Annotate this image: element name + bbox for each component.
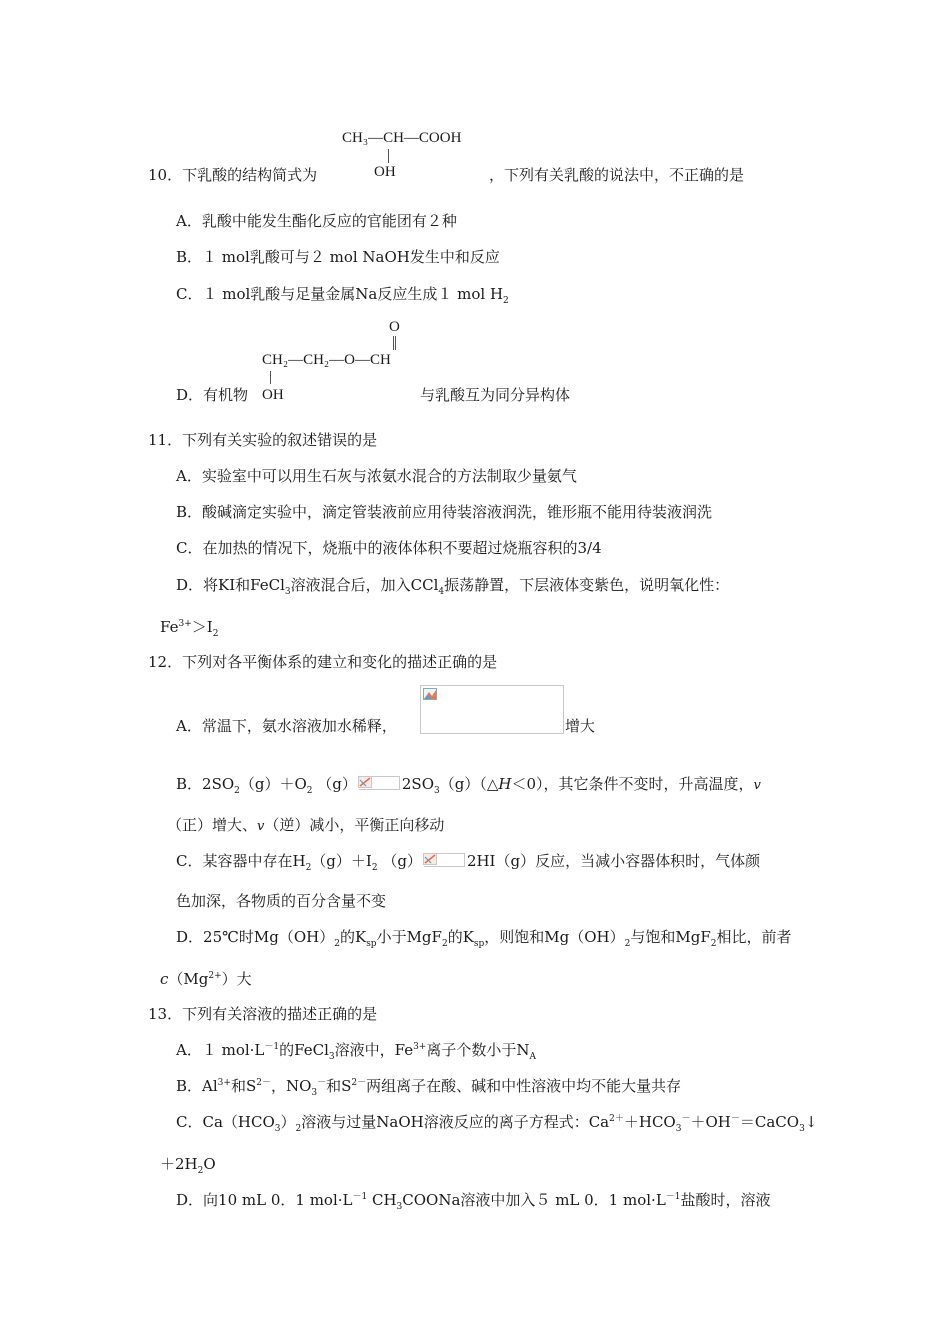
q10-stem: 10．下乳酸的结构简式为 [148, 166, 318, 184]
q12-option-d: D．25℃时$Mg(OH)_2$的$K_{sp}$小于MgF$_2$的$K_{sp}$，则饱和$Mg(OH)_2$与饱和MgF$_2$相比，前者 [176, 928, 792, 949]
structure-bond-line [388, 149, 389, 163]
q11-option-d-cont: $Fe^{3+}>I_2$ [160, 618, 219, 639]
q11-option-b: B．酸碱滴定实验中，滴定管装液前应用待装溶液润洗，锥形瓶不能用待装液润洗 [176, 503, 713, 521]
equilibrium-arrow-icon [424, 853, 465, 867]
q10-stem-tail: ，下列有关乳酸的说法中，不正确的是 [489, 166, 745, 184]
q12-option-a: A．常温下，氨水溶液加水稀释， [176, 717, 397, 735]
q13-option-a: A．１ $mol\cdot L^{-1}$的FeCl$_3$溶液中，$Fe^{3+}$离子个数小于$N_A$ [176, 1041, 536, 1062]
lactic-acid-structure-top: CH₃—CH—COOH [342, 130, 462, 146]
q12-option-c: C．某容器中存在$H_2(g)+I_2$ （g） 2HI（g）反应，当减小容器体积时，气体颜 [176, 852, 761, 873]
q10-option-b: B．１ mol乳酸可与２ mol NaOH发生中和反应 [176, 248, 500, 266]
broken-image-icon [423, 688, 437, 700]
q13-stem: 13．下列有关溶液的描述正确的是 [148, 1005, 378, 1023]
q10-option-c: C．１ mol乳酸与足量金属Na反应生成１ mol $H_2$ [176, 285, 509, 306]
broken-image-placeholder [420, 685, 564, 734]
equilibrium-arrow-icon [359, 776, 400, 790]
q13-option-c-cont: $+2H_2O$ [160, 1155, 216, 1176]
q10-option-a: A．乳酸中能发生酯化反应的官能团有２种 [176, 212, 457, 230]
q10-option-d-tail: 与乳酸互为同分异构体 [420, 386, 571, 404]
q13-option-b: B．$Al^{3+}$和$S^{2-}$，$NO_3^-$和$S^{2-}$两组离子在酸、碱和中性溶液中均不能大量共存 [176, 1077, 682, 1098]
q12-option-d-cont: $c(Mg^{2+})$大 [160, 970, 252, 988]
q13-option-c: C．$Ca(HCO_3)_2$溶液与过量NaOH溶液反应的离子方程式：$Ca^{2+}+HCO_3^-+OH^-=CaCO_3↓$ [176, 1113, 818, 1134]
q13-option-d: D．向10 mL 0．1 $mol\cdot L^{-1}$ $CH_3COONa$溶液中加入５ mL 0．1 $mol\cdot L^{-1}$盐酸时，溶液 [176, 1191, 771, 1212]
isomer-structure-o: O [389, 319, 400, 335]
lactic-acid-structure-oh: OH [374, 164, 396, 180]
isomer-bond-line [270, 371, 271, 384]
q12-stem: 12．下列对各平衡体系的建立和变化的描述正确的是 [148, 653, 498, 671]
q12-option-b-cont: （正）增大、v（逆）减小，平衡正向移动 [167, 816, 445, 834]
isomer-structure-chain: CH₂—CH₂—O—CH [262, 352, 391, 368]
q11-option-a: A．实验室中可以用生石灰与浓氨水混合的方法制取少量氨气 [176, 467, 577, 485]
q10-option-d: D．有机物 [176, 386, 249, 404]
q11-stem: 11．下列有关实验的叙述错误的是 [148, 431, 378, 449]
q12-option-b: B．$2SO_2(g)+O_2$ （g） $2SO_3(g)(\triangle H<0)$，其它条件不变时，升高温度，v [176, 775, 761, 796]
isomer-double-bond [393, 336, 396, 350]
q12-option-a-tail: 增大 [565, 717, 596, 735]
q11-option-c: C．在加热的情况下，烧瓶中的液体体积不要超过烧瓶容积的3/4 [176, 539, 602, 557]
q12-option-c-cont: 色加深，各物质的百分含量不变 [176, 892, 387, 910]
isomer-structure-oh: OH [262, 387, 284, 403]
q11-option-d: D．将KI和FeCl$_3$溶液混合后，加入CCl$_4$振荡静置，下层液体变紫色，说明氧化性： [176, 576, 730, 597]
